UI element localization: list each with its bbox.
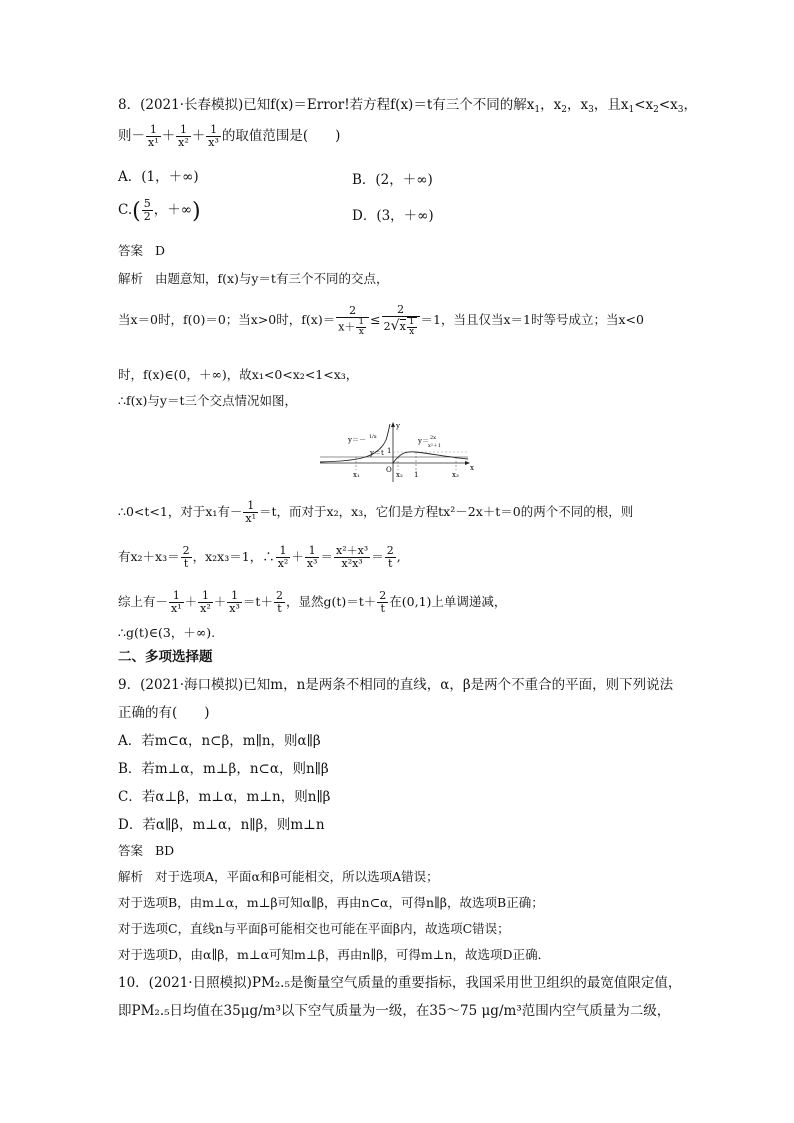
denominator: 2√x $\frac{1}{x}$ — [383, 317, 415, 337]
label-y: y — [396, 422, 400, 430]
denominator: t — [277, 602, 282, 615]
q8-stem-text: ，且x — [593, 97, 629, 113]
den-text: 2 — [383, 320, 391, 333]
analysis-text: ＝t，而对于x₂，x₃，它们是方程tx²－2x＋t＝0的两个不同的根，则 — [259, 504, 634, 519]
fraction — [206, 124, 221, 149]
q8-option-a: A．(1，＋∞) — [118, 169, 199, 185]
equals: ＝ — [371, 549, 384, 564]
label-x2: x₂ — [396, 471, 403, 479]
analysis-text: ∴0<t<1，对于x₁有－ — [118, 504, 243, 519]
q8-answer — [118, 242, 165, 260]
leq: ≤ — [370, 312, 381, 327]
plus: ＋ — [184, 594, 198, 609]
fraction — [336, 305, 369, 337]
curve-right — [393, 452, 468, 463]
numerator: 1 — [198, 590, 213, 603]
numerator: 1 — [243, 500, 258, 513]
y-axis-arrow — [391, 422, 395, 427]
q8-analysis-7 — [118, 590, 506, 615]
q10-stem-line-1: 10．(2021·日照模拟)PM₂.₅是衡量空气质量的重要指标，我国采用世卫组织的最宽值限定值， — [118, 975, 682, 991]
q9-option-a: A．若m⊂α，n⊂β，m∥n，则α∥β — [118, 733, 321, 749]
option-c-suffix: ，＋∞ — [153, 202, 192, 218]
den-text: x＋ — [338, 320, 356, 333]
numerator: 2 — [386, 544, 394, 557]
fraction — [169, 590, 184, 615]
q8-analysis-8: ∴g(t)∈(3，＋∞). — [118, 625, 216, 640]
plus: ＋ — [191, 128, 206, 144]
q8-stem-text: <x — [634, 97, 654, 113]
q9-stem-line-1: 9．(2021·海口模拟)已知m，n是两条不相同的直线，α，β是两个不重合的平面，则下列说法 — [118, 677, 674, 693]
analysis-text: 对于选项A，平面α和β可能相交，所以选项A错误； — [154, 869, 439, 884]
q8-analysis-6: 有x₂＋x₃＝ $\frac{2}{t}$ ，x₂x₃＝1，∴ $\frac{1}{\text{x²}}$ ＋ $\frac{1}{\text{x³}}$ ＝ $\frac{\text{x²＋x³}}{\text{x²x³}}$ ＝ $\frac{2}{t}$ , — [118, 544, 401, 570]
label-right-prefix: y＝ — [418, 437, 429, 445]
numerator: 1 — [146, 124, 161, 137]
numerator: 1 — [206, 124, 221, 137]
q8-stem-text: ，x — [540, 97, 562, 113]
numerator: 1 — [227, 590, 242, 603]
section-title: 二、多项选择题 — [118, 649, 213, 664]
numerator: 2 — [275, 589, 283, 602]
q8-option-b: B．(2，＋∞) — [352, 172, 433, 188]
fraction — [243, 500, 258, 525]
q8-then: 则－ — [118, 128, 145, 144]
fraction — [227, 590, 242, 615]
numerator: 1 — [305, 545, 320, 558]
numerator: 1 — [176, 124, 191, 137]
numerator: 1 — [358, 316, 365, 327]
fraction — [142, 198, 153, 223]
analysis-text: ＝1，当且仅当x＝1时等号成立；当x<0 — [420, 312, 644, 327]
q8-stem-text: 8．(2021·长春模拟)已知f(x)＝Error!若方程f(x)＝t有三个不同的解x — [118, 97, 535, 113]
q8-stem: 8．(2021·长春模拟)已知f(x)＝Error!若方程f(x)＝t有三个不同的解$x_1$，$x_2$，$x_3$，且$x_1<x_2<x_3$， — [118, 97, 698, 115]
q8-analysis-3: 时，f(x)∈(0，＋∞)，故x₁<0<x₂<1<x₃， — [118, 367, 359, 382]
numerator: 2 — [182, 544, 190, 557]
fraction — [146, 124, 161, 149]
answer-value: BD — [154, 843, 175, 858]
q8-stem-text: ，x — [566, 97, 589, 113]
numerator: 5 — [143, 197, 151, 210]
plus: ＋ — [161, 128, 176, 144]
label-left-curve: y＝－ — [348, 436, 366, 444]
label-x1: x₁ — [353, 471, 360, 479]
q9-stem-line-2: 正确的有( ) — [118, 705, 210, 721]
analysis-text: 由题意知，f(x)与y＝t有三个不同的交点， — [154, 271, 389, 286]
denominator: x — [358, 326, 364, 337]
fraction — [334, 545, 370, 570]
label-origin: O — [386, 466, 392, 474]
denominator: x² — [277, 557, 289, 570]
denominator — [336, 318, 369, 337]
analysis-text: 在(0,1)上单调递减， — [389, 594, 507, 609]
analysis-text: 有x₂＋x₃＝ — [118, 549, 180, 564]
denominator: x² — [200, 602, 211, 615]
numerator: 2 — [336, 305, 369, 318]
fraction — [382, 304, 420, 337]
label-x3: x₃ — [452, 471, 459, 479]
q8-expression — [118, 124, 340, 149]
option-c-prefix: C. — [118, 202, 133, 218]
q8-stem-text: ， — [683, 97, 698, 113]
q8-analysis-4: ∴f(x)与y＝t三个交点情况如图， — [118, 393, 297, 408]
fraction — [407, 317, 417, 337]
q9-option-d: D．若α∥β，m⊥α，n∥β，则m⊥n — [118, 817, 325, 833]
answer-label: 答案 — [118, 843, 144, 858]
fraction — [276, 545, 291, 570]
denominator: x¹ — [171, 602, 182, 615]
fraction — [356, 318, 366, 337]
denominator: x³ — [229, 602, 240, 615]
q8-stem-text: <x — [658, 97, 678, 113]
q9-analysis-1 — [118, 868, 439, 886]
denominator: x³ — [208, 136, 219, 149]
q10-stem-line-2: 即PM₂.₅日均值在35μg/m³以下空气质量为一级，在35～75 μg/m³范围内空气质量为二级， — [118, 1003, 671, 1019]
numerator: 2 — [379, 589, 387, 602]
q9-option-b: B．若m⊥α，m⊥β，n⊂α，则n∥β — [118, 761, 329, 777]
numerator: 1 — [408, 317, 415, 327]
equals: ＝ — [320, 549, 333, 564]
q9-analysis-3: 对于选项C，直线n与平面β可能相交也可能在平面β内，故选项C错误； — [118, 921, 510, 936]
denominator: x² — [178, 136, 189, 149]
fraction — [377, 590, 388, 615]
plus: ＋ — [291, 549, 304, 564]
label-one-x: 1 — [414, 471, 419, 479]
denominator: x²x³ — [341, 557, 363, 570]
fraction — [176, 124, 191, 149]
fraction — [305, 545, 320, 570]
analysis-text: ，x₂x₃＝1，∴ — [192, 549, 275, 564]
fraction — [385, 545, 396, 570]
q9-analysis-2: 对于选项B，由m⊥α，m⊥β可知α∥β，再由n⊂α，可得n∥β，故选项B正确； — [118, 895, 544, 910]
label-one-y: 1 — [387, 447, 392, 455]
den-text: x — [399, 320, 406, 333]
numerator: x²＋x³ — [335, 544, 369, 557]
q8-option-c: C.( $\frac{5}{2}$ ，＋∞) — [118, 197, 201, 224]
q8-analysis-1 — [118, 270, 388, 288]
plus: ＋ — [213, 594, 227, 609]
answer-value: D — [154, 243, 165, 258]
numerator: 1 — [276, 545, 291, 558]
denominator: x³ — [306, 557, 318, 570]
denominator: x¹ — [245, 512, 257, 525]
denominator: t — [183, 557, 189, 570]
analysis-text: ＝t＋ — [242, 594, 273, 609]
numerator: 2 — [382, 304, 420, 317]
q9-option-c: C．若α⊥β，m⊥α，m⊥n，则n∥β — [118, 789, 331, 805]
denominator: x¹ — [148, 136, 159, 149]
fraction — [274, 590, 285, 615]
denominator: x — [409, 327, 415, 337]
q9-answer — [118, 842, 174, 860]
analysis-label: 解析 — [118, 869, 144, 884]
numerator: 1 — [169, 590, 184, 603]
analysis-text: 当x＝0时，f(0)＝0；当x>0时，f(x)＝ — [118, 312, 336, 327]
label-x: x — [470, 464, 474, 472]
answer-label: 答案 — [118, 243, 144, 258]
fraction — [198, 590, 213, 615]
q8-analysis-2 — [118, 304, 644, 337]
label-right-bot: x²＋1 — [428, 443, 442, 449]
q8-option-d: D．(3，＋∞) — [352, 208, 434, 224]
analysis-text: ，显然g(t)＝t＋ — [285, 594, 377, 609]
analysis-text: 综上有－ — [118, 594, 169, 609]
q8-range-text: 的取值范围是( ) — [221, 128, 341, 144]
denominator: 2 — [143, 210, 151, 223]
denominator: t — [388, 557, 393, 570]
label-t: y＝t — [370, 449, 384, 457]
fraction — [181, 545, 192, 570]
denominator: t — [380, 602, 385, 615]
q8-analysis-5 — [118, 500, 633, 525]
label-left-frac: 1/x — [369, 434, 377, 440]
intersection-graph — [318, 420, 478, 482]
q9-analysis-4: 对于选项D，由α∥β，m⊥α可知m⊥β，再由n∥β，可得m⊥n，故选项D正确． — [118, 947, 551, 962]
analysis-label: 解析 — [118, 271, 144, 286]
label-right-top: 2x — [430, 435, 437, 441]
